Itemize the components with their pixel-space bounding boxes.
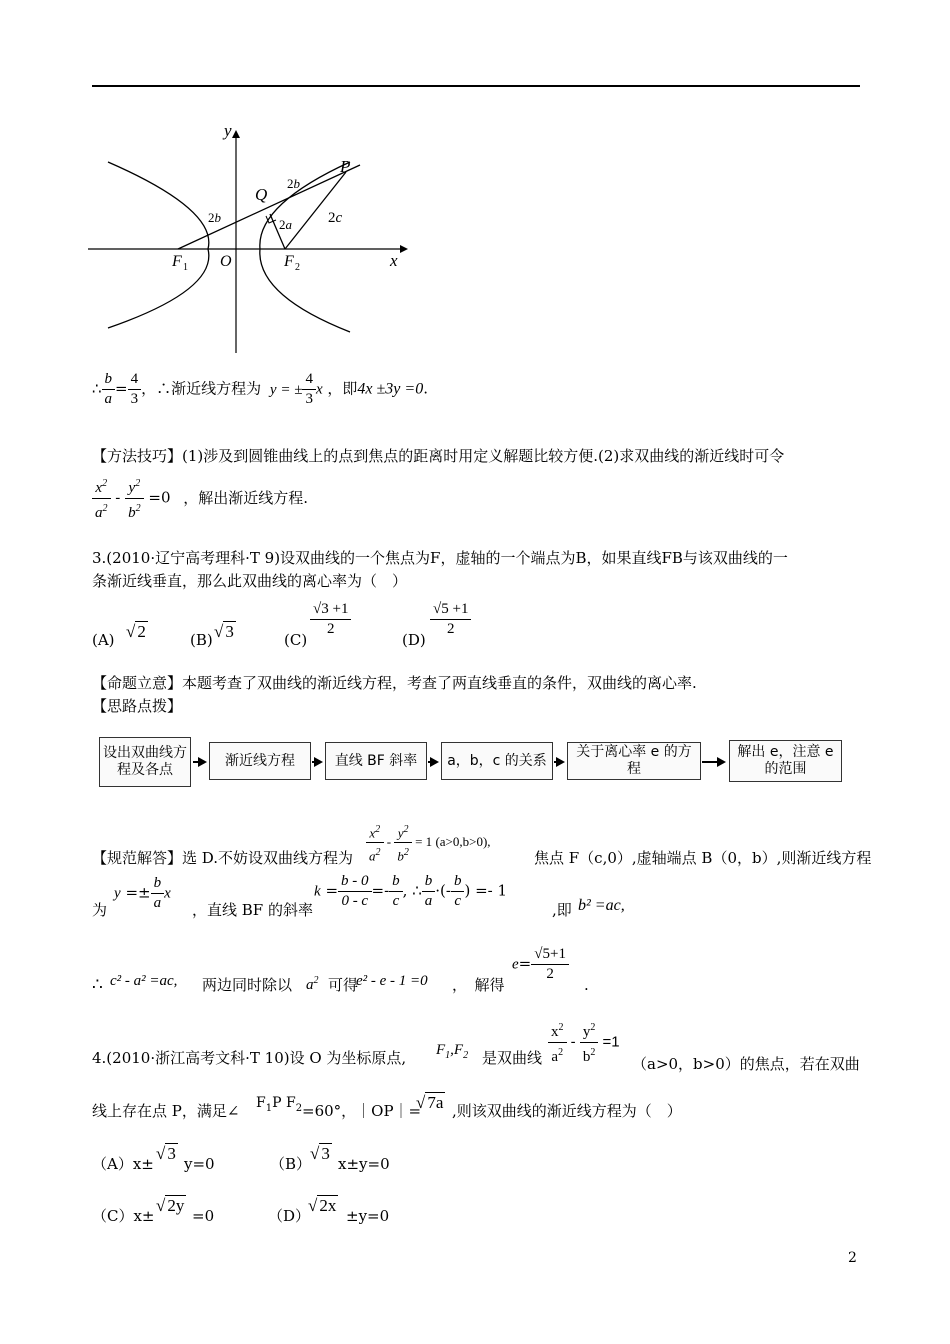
- method-eq-line: $\frac{x^2}{a^2}$ - $\frac{y^2}{b^2}$ =0 ，解出渐近线方程.: [92, 474, 308, 523]
- q3-line1: 3.(2010·辽宁高考理科·T 9)设双曲线的一个焦点为F，虚轴的一个端点为B，如果直线FB与该双曲线的一: [92, 549, 788, 567]
- flow-box-2: 渐近线方程: [209, 742, 311, 780]
- axis-y-label: y: [224, 121, 232, 140]
- point-P-label: P: [340, 157, 351, 176]
- point-Q-label: Q: [255, 185, 268, 204]
- flow-box-4: a，b，c 的关系: [441, 742, 553, 780]
- flow-box-1: 设出双曲线方程及各点: [99, 737, 191, 787]
- axis-x-label: x: [390, 251, 398, 270]
- seg-2b-left: 2b: [208, 210, 221, 225]
- sol-after: 焦点 F（c,0）,虚轴端点 B（0，b）,则渐近线方程: [534, 849, 872, 867]
- flow-arrow-1: [193, 761, 205, 763]
- F1-label: F: [172, 253, 182, 270]
- sol-line2: 为 y =± $\frac{b}{a}$ x ，直线 BF 的斜率 k = $\frac{b - 0}{0 - c}$ =- $\frac{b}{c}$ , ∴ $\frac{b}{a}$ ·(- $\frac{b}{c}$ ) =- 1 ,即 b² =ac,: [92, 873, 625, 919]
- q4-options-cd: （C）x± √ 2y =0 （D） √ 2x ±y=0: [92, 1196, 390, 1225]
- page-number: 2: [848, 1250, 857, 1266]
- q3-hint: 【思路点拨】: [92, 697, 183, 715]
- origin-label: O: [220, 253, 232, 270]
- seg-2c: 2c: [328, 210, 343, 226]
- flow-box-3: 直线 BF 斜率: [325, 742, 427, 780]
- method-tips: 【方法技巧】(1)涉及到圆锥曲线上的点到焦点的距离时用定义解题比较方便.(2)求双曲线的渐近线时可令: [92, 447, 785, 465]
- therefore-line: ∴ $\frac{b}{a}$ = $\frac{4}{3}$ ，∴渐近线方程为 y = ± $\frac{4}{3}$ x ，即4x ±3y =0.: [92, 371, 428, 407]
- flow-arrow-2: [312, 761, 321, 763]
- flow-box-6: 解出 e，注意 e 的范围: [729, 740, 842, 782]
- q3-options: (A) √ 2 (B) √ 3 (C) $\frac{√3 +1}{2}$ (D) $\frac{√5 +1}{2}$: [92, 600, 592, 650]
- header-rule: [92, 85, 860, 87]
- flow-arrow-4: [554, 761, 563, 763]
- flow-box-5: 关于离心率 e 的方程: [567, 742, 701, 780]
- q3-intent: 【命题立意】本题考查了双曲线的渐近线方程，考查了两直线垂直的条件，双曲线的离心率.: [92, 674, 697, 692]
- F2-sub: 2: [295, 262, 300, 273]
- sol-eq-small: $\frac{x^2}{a^2}$ - $\frac{y^2}{b^2}$ = 1 (a>0,b>0),: [366, 820, 491, 866]
- q4-line2: 线上存在点 P，满足∠ $F_1P$ $F_2$ =60°，｜OP｜= √ 7a ,则该双曲线的渐近线方程为（ ）: [92, 1093, 682, 1120]
- F2-label: F: [284, 253, 294, 270]
- seg-2a: 2a: [279, 217, 292, 232]
- q4-options-ab: （A）x± √ 3 y=0 （B） √ 3 x±y=0: [92, 1144, 390, 1173]
- hyperbola-figure: [88, 110, 418, 360]
- sol-label: 【规范解答】选 D.不妨设双曲线方程为: [92, 849, 354, 867]
- flow-arrow-5: [702, 761, 724, 763]
- q3-line2: 条渐近线垂直，那么此双曲线的离心率为（ ）: [92, 572, 408, 590]
- flow-arrow-3: [428, 761, 437, 763]
- seg-2b-top: 2b: [287, 176, 300, 191]
- q4-line1: 4.(2010·浙江高考文科·T 10)设 O 为坐标原点, $F_1,F_2$ 是双曲线 $\frac{x^2}{a^2}$ - $\frac{y^2}{b^2}$ =1 （a>0，b>0）的焦点，若在双曲: [92, 1018, 862, 1074]
- F1-sub: 1: [183, 262, 188, 273]
- sol-line3: ∴ c² - a² =ac, 两边同时除以 $a^2$ 可得 e² - e - 1 =0 ， 解得 e= $\frac{√5+1}{2}$ .: [92, 946, 589, 995]
